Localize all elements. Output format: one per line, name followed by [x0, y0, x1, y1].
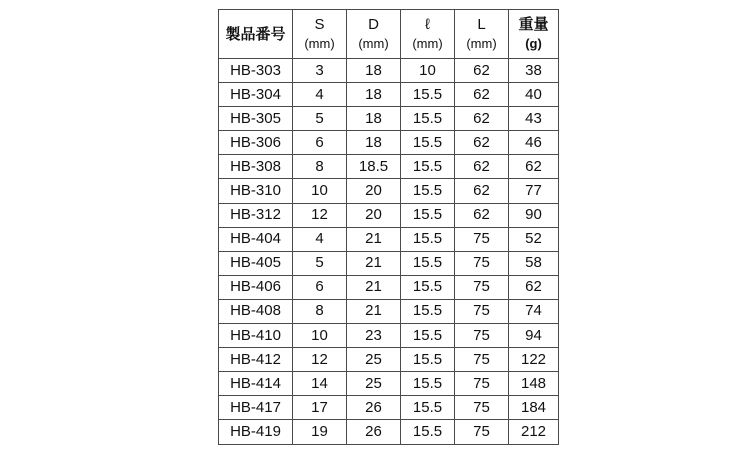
l-small-cell: 15.5	[401, 155, 455, 179]
weight-cell: 212	[509, 420, 559, 444]
product-number-cell: HB-305	[219, 107, 293, 131]
d-cell: 18	[347, 107, 401, 131]
table-row	[219, 299, 559, 323]
product-number-cell: HB-304	[219, 83, 293, 107]
table-row	[219, 348, 559, 372]
l-small-cell: 15.5	[401, 420, 455, 444]
l-cell: 75	[455, 324, 509, 348]
header-unit: (mm)	[412, 36, 443, 51]
table-row	[219, 131, 559, 155]
weight-cell: 94	[509, 324, 559, 348]
l-cell: 62	[455, 155, 509, 179]
weight-cell: 40	[509, 83, 559, 107]
weight-cell: 58	[509, 251, 559, 275]
s-cell: 4	[293, 83, 347, 107]
l-cell: 62	[455, 83, 509, 107]
l-cell: 75	[455, 396, 509, 420]
table-row	[219, 155, 559, 179]
header-label: L	[477, 16, 486, 33]
table-row	[219, 179, 559, 203]
l-small-cell: 15.5	[401, 396, 455, 420]
header-unit: (mm)	[304, 36, 335, 51]
header-weight	[509, 10, 559, 59]
d-cell: 20	[347, 203, 401, 227]
l-small-cell: 15.5	[401, 324, 455, 348]
d-cell: 18.5	[347, 155, 401, 179]
weight-cell: 148	[509, 372, 559, 396]
d-cell: 25	[347, 348, 401, 372]
l-small-cell: 15.5	[401, 203, 455, 227]
s-cell: 17	[293, 396, 347, 420]
d-cell: 26	[347, 420, 401, 444]
s-cell: 8	[293, 299, 347, 323]
header-unit: (g)	[525, 36, 542, 51]
weight-cell: 52	[509, 227, 559, 251]
weight-cell: 43	[509, 107, 559, 131]
table-row	[219, 372, 559, 396]
s-cell: 6	[293, 131, 347, 155]
table-row	[219, 275, 559, 299]
l-cell: 62	[455, 203, 509, 227]
l-small-cell: 15.5	[401, 227, 455, 251]
product-number-cell: HB-410	[219, 324, 293, 348]
d-cell: 21	[347, 251, 401, 275]
l-cell: 75	[455, 227, 509, 251]
l-small-cell: 10	[401, 59, 455, 83]
product-number-cell: HB-408	[219, 299, 293, 323]
l-small-cell: 15.5	[401, 107, 455, 131]
d-cell: 20	[347, 179, 401, 203]
l-cell: 62	[455, 131, 509, 155]
header-unit: (mm)	[466, 36, 497, 51]
weight-cell: 62	[509, 155, 559, 179]
s-cell: 10	[293, 179, 347, 203]
l-small-cell: 15.5	[401, 372, 455, 396]
table-row	[219, 227, 559, 251]
header-unit: (mm)	[358, 36, 389, 51]
l-cell: 62	[455, 179, 509, 203]
table-row	[219, 203, 559, 227]
d-cell: 21	[347, 275, 401, 299]
d-cell: 21	[347, 299, 401, 323]
s-cell: 3	[293, 59, 347, 83]
s-cell: 4	[293, 227, 347, 251]
weight-cell: 184	[509, 396, 559, 420]
header-label: D	[368, 16, 379, 33]
d-cell: 18	[347, 59, 401, 83]
l-cell: 62	[455, 59, 509, 83]
s-cell: 5	[293, 107, 347, 131]
product-number-cell: HB-312	[219, 203, 293, 227]
header-l	[455, 10, 509, 59]
l-cell: 75	[455, 275, 509, 299]
table-row	[219, 107, 559, 131]
weight-cell: 38	[509, 59, 559, 83]
l-cell: 75	[455, 299, 509, 323]
l-small-cell: 15.5	[401, 299, 455, 323]
l-cell: 75	[455, 251, 509, 275]
table-row	[219, 396, 559, 420]
l-small-cell: 15.5	[401, 179, 455, 203]
weight-cell: 122	[509, 348, 559, 372]
s-cell: 19	[293, 420, 347, 444]
product-number-cell: HB-306	[219, 131, 293, 155]
d-cell: 23	[347, 324, 401, 348]
product-number-cell: HB-310	[219, 179, 293, 203]
table-body	[219, 59, 559, 445]
d-cell: 25	[347, 372, 401, 396]
l-cell: 75	[455, 420, 509, 444]
s-cell: 8	[293, 155, 347, 179]
product-number-cell: HB-303	[219, 59, 293, 83]
product-number-cell: HB-308	[219, 155, 293, 179]
table-row	[219, 420, 559, 444]
header-label: 重量	[518, 16, 549, 33]
d-cell: 26	[347, 396, 401, 420]
product-number-cell: HB-419	[219, 420, 293, 444]
product-number-cell: HB-406	[219, 275, 293, 299]
table-row	[219, 83, 559, 107]
l-small-cell: 15.5	[401, 275, 455, 299]
table-row	[219, 251, 559, 275]
weight-cell: 74	[509, 299, 559, 323]
weight-cell: 90	[509, 203, 559, 227]
s-cell: 14	[293, 372, 347, 396]
header-d	[347, 10, 401, 59]
d-cell: 18	[347, 83, 401, 107]
header-s	[293, 10, 347, 59]
spec-table	[218, 9, 559, 445]
l-small-cell: 15.5	[401, 348, 455, 372]
s-cell: 12	[293, 348, 347, 372]
weight-cell: 46	[509, 131, 559, 155]
product-number-cell: HB-412	[219, 348, 293, 372]
l-small-cell: 15.5	[401, 251, 455, 275]
l-small-cell: 15.5	[401, 131, 455, 155]
s-cell: 10	[293, 324, 347, 348]
l-cell: 62	[455, 107, 509, 131]
header-product-number	[219, 10, 293, 59]
l-cell: 75	[455, 372, 509, 396]
product-number-cell: HB-404	[219, 227, 293, 251]
weight-cell: 77	[509, 179, 559, 203]
table-header	[219, 10, 559, 59]
header-label: 製品番号	[225, 25, 286, 43]
header-label: ℓ	[425, 16, 430, 33]
weight-cell: 62	[509, 275, 559, 299]
header-label: S	[314, 16, 325, 33]
s-cell: 12	[293, 203, 347, 227]
l-small-cell: 15.5	[401, 83, 455, 107]
product-number-cell: HB-405	[219, 251, 293, 275]
s-cell: 6	[293, 275, 347, 299]
product-number-cell: HB-414	[219, 372, 293, 396]
l-cell: 75	[455, 348, 509, 372]
s-cell: 5	[293, 251, 347, 275]
product-number-cell: HB-417	[219, 396, 293, 420]
header-row	[219, 10, 559, 59]
d-cell: 21	[347, 227, 401, 251]
d-cell: 18	[347, 131, 401, 155]
table-row	[219, 324, 559, 348]
table-row	[219, 59, 559, 83]
header-l-small	[401, 10, 455, 59]
